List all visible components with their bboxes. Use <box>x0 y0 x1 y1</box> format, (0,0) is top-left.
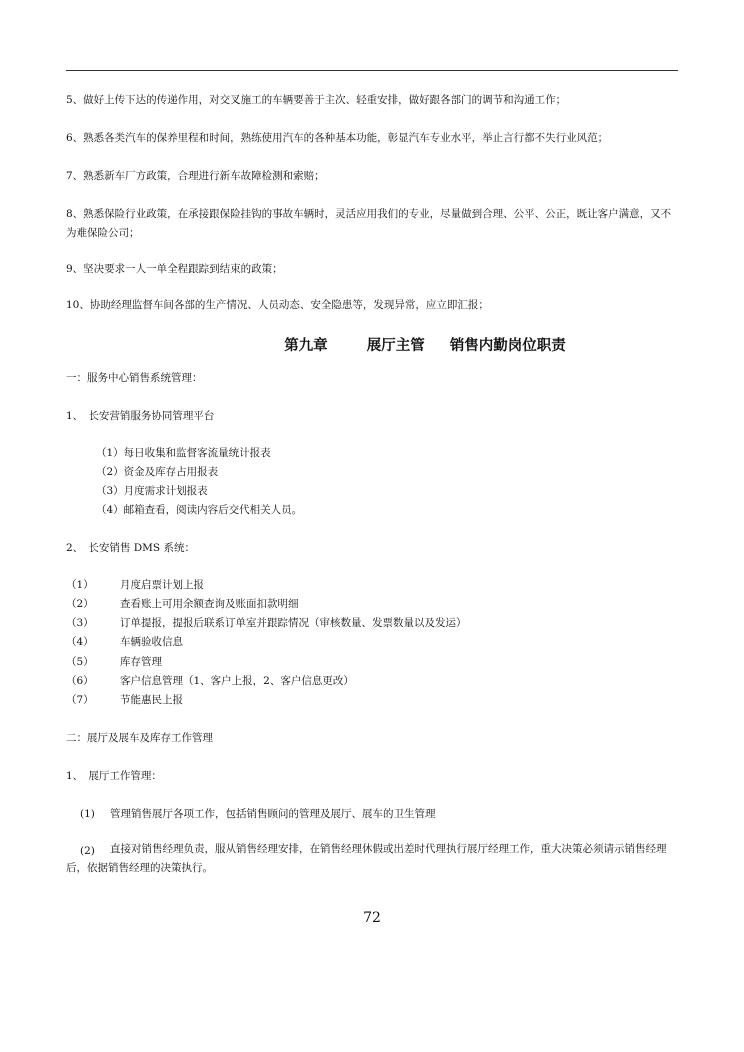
sub-item: （1）每日收集和监督客流量统计报表 <box>96 447 271 459</box>
dms-item-text: 客户信息管理（1、客户上报，2、客户信息更改） <box>120 675 354 687</box>
duty-item-6: 6、熟悉各类汽车的保养里程和时间，熟练使用汽车的各种基本功能，彰显汽车专业水平，举止言行都不失行业风范； <box>66 132 609 144</box>
paragraph-text: 管理销售展厅各项工作，包括销售顾问的管理及展厅、展车的卫生管理 <box>110 808 436 820</box>
dms-item-text: 查看账上可用余额查询及账面扣款明细 <box>120 598 299 610</box>
dms-item-text: 订单提报，提报后联系订单室并跟踪情况（审核数量、发票数量以及发运） <box>120 617 467 629</box>
dms-item-number: （2） <box>66 598 94 610</box>
page-number: 72 <box>363 910 381 926</box>
dms-item-number: （3） <box>66 617 94 629</box>
section1-item1-heading: 1、 长安营销服务协同管理平台 <box>66 410 215 422</box>
section1-item2-heading: 2、 长安销售 DMS 系统： <box>66 542 195 554</box>
chapter-title-2: 销售内勤岗位职责 <box>449 337 566 354</box>
duty-item-9: 9、坚决要求一人一单全程跟踪到结束的政策； <box>66 263 283 275</box>
dms-item-number: （7） <box>66 694 94 706</box>
sub-item: （3）月度需求计划报表 <box>96 485 208 497</box>
dms-item-number: （1） <box>66 579 94 591</box>
dms-item-text: 车辆验收信息 <box>120 636 183 648</box>
duty-item-10: 10、协助经理监督车间各部的生产情况、人员动态、安全隐患等，发现异常，应立即汇报； <box>66 299 489 311</box>
header-rule <box>66 70 678 71</box>
section2-heading: 二：展厅及展车及库存工作管理 <box>66 732 213 744</box>
dms-item-text: 月度启票计划上报 <box>120 579 204 591</box>
sub-item: （2）资金及库存占用报表 <box>96 466 219 478</box>
paragraph-text: 直接对销售经理负责，服从销售经理安排，在销售经理休假或出差时代理执行展厅经理工作，重大决策必须请示销售经理后，依据销售经理的决策执行。 <box>66 843 667 874</box>
section1-heading: 一：服务中心销售系统管理： <box>66 372 203 384</box>
dms-item-number: （4） <box>66 636 94 648</box>
duty-item-5: 5、做好上传下达的传递作用，对交叉施工的车辆要善于主次、轻重安排，做好跟各部门的调节和沟通工作； <box>66 94 567 106</box>
sub-item: （4）邮箱查看，阅读内容后交代相关人员。 <box>96 504 303 516</box>
paragraph-number: (1) <box>80 808 95 820</box>
dms-item-text: 节能惠民上报 <box>120 694 183 706</box>
duty-item-8: 8、熟悉保险行业政策，在承接跟保险挂钩的事故车辆时，灵活应用我们的专业，尽量做到合理、公平、公正，既让客户满意，又不为难保险公司； <box>66 208 672 239</box>
chapter-number: 第九章 <box>284 337 328 354</box>
duty-item-7: 7、熟悉新车厂方政策，合理进行新车故障检测和索赔； <box>66 170 325 182</box>
chapter-heading <box>240 334 610 355</box>
paragraph-number: (2) <box>80 845 95 857</box>
chapter-title-1: 展厅主管 <box>366 337 425 354</box>
dms-item-text: 库存管理 <box>120 656 162 668</box>
dms-item-number: （6） <box>66 675 94 687</box>
dms-item-number: （5） <box>66 656 94 668</box>
section2-item1-heading: 1、 展厅工作管理： <box>66 770 162 782</box>
